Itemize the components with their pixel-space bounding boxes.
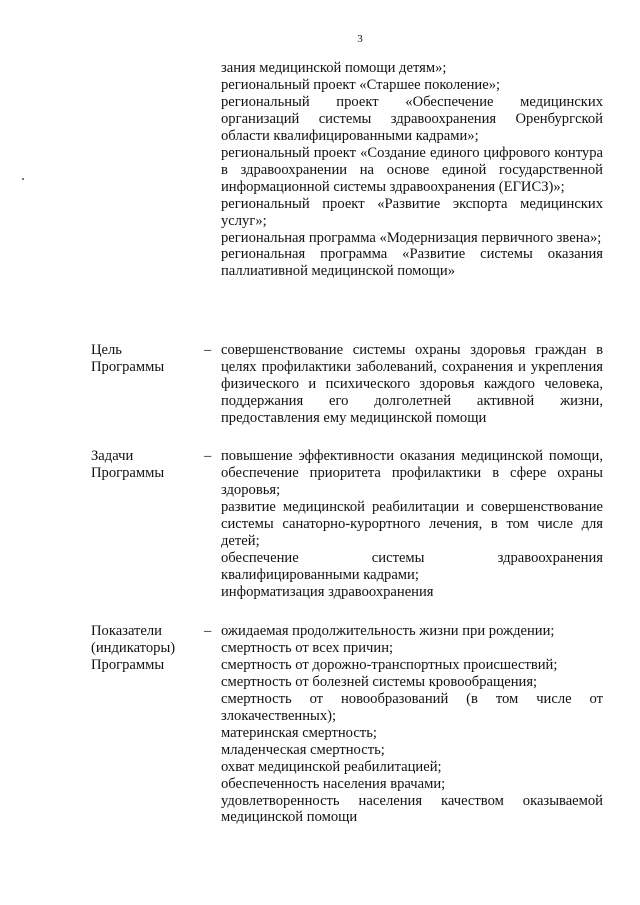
dash-separator: – (204, 342, 212, 358)
list-item: повышение эффективности оказания медицинской помощи, обеспечение приоритета профилактики в сфере охраны здоровья; (221, 448, 603, 498)
list-item: развитие медицинской реабилитации и совершенствование системы санаторно-курортного лечения, в том числе для детей; (221, 498, 603, 549)
label-line: Программы (91, 656, 165, 673)
list-item: зания медицинской помощи детям»; (221, 60, 447, 76)
label-line: Программы (91, 358, 165, 375)
list-item: региональный проект «Обеспечение медицинских организаций системы здравоохранения Оренбургской области квалифицированными кадрами»; (221, 93, 603, 144)
list-item: удовлетворенность населения качеством оказываемой медицинской помощи (221, 792, 603, 826)
list-item: региональный проект «Развитие экспорта медицинских услуг»; (221, 195, 603, 229)
list-item: обеспеченность населения врачами; (221, 775, 446, 792)
list-item: региональный проект «Создание единого цифрового контура в здравоохранении на основе единой государственной информационной системы здравоохранения (ЕГИСЗ)»; (221, 144, 603, 195)
label-line: Программы (91, 464, 165, 481)
dash-separator: – (204, 623, 212, 639)
list-item: смертность от всех причин; (221, 639, 394, 656)
list-item: охват медицинской реабилитацией; (221, 758, 442, 775)
list-item: региональная программа «Развитие системы оказания паллиативной медицинской помощи» (221, 246, 603, 280)
section-content (221, 342, 603, 427)
label-line: Задачи (91, 448, 134, 464)
section-label (91, 448, 191, 482)
list-item: информатизация здравоохранения (221, 583, 434, 600)
dash-separator: – (204, 448, 212, 464)
list-item: совершенствование системы охраны здоровья граждан в целях профилактики заболеваний, сохранения и укрепления физического и психического здоровья каждого человека, поддержания его долголетней активной жизни, предоставления ему медицинской помощи (221, 342, 603, 426)
label-line: Цель (91, 342, 122, 358)
list-item: смертность от новообразований (в том числе от злокачественных); (221, 690, 603, 724)
list-item: ожидаемая продолжительность жизни при рождении; (221, 623, 555, 639)
section-content (221, 623, 603, 826)
list-item: региональный проект «Старшее поколение»; (221, 76, 501, 93)
list-item: обеспечение системы здравоохранения квалифицированными кадрами; (221, 549, 603, 583)
margin-mark (22, 178, 24, 180)
list-item: смертность от дорожно-транспортных происшествий; (221, 656, 558, 673)
label-line: (индикаторы) (91, 639, 176, 656)
section-content (221, 448, 603, 601)
page-number: 3 (357, 33, 363, 45)
list-item: смертность от болезней системы кровообращения; (221, 673, 538, 690)
list-item: региональная программа «Модернизация первичного звена»; (221, 229, 602, 246)
list-item: материнская смертность; (221, 724, 377, 741)
section-label (91, 623, 191, 674)
continuation-list (221, 60, 603, 280)
list-item: младенческая смертность; (221, 741, 385, 758)
label-line: Показатели (91, 623, 162, 639)
section-label (91, 342, 191, 376)
